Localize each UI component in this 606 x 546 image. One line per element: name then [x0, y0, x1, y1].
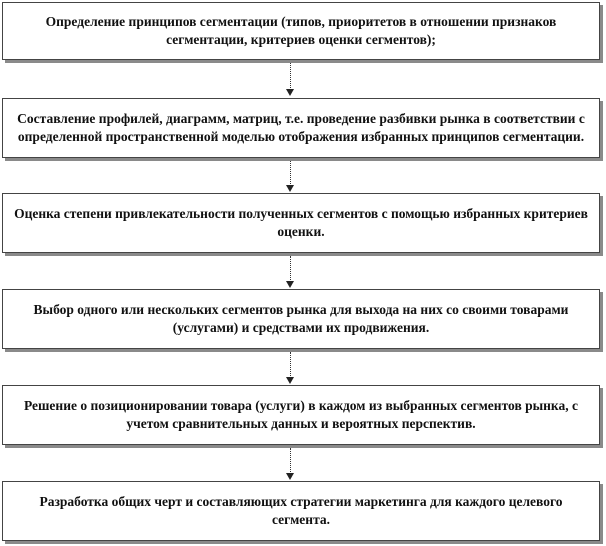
- connector-3-4: [290, 256, 291, 282]
- step-1-text: Определение принципов сегментации (типов, приоритетов в отношении признаков сегментации, критериев оценки сегментов);: [45, 14, 557, 47]
- arrow-down-icon: [286, 89, 294, 96]
- arrow-down-icon: [286, 473, 294, 480]
- arrow-down-icon: [286, 377, 294, 384]
- arrow-down-icon: [286, 185, 294, 192]
- step-2-text: Составление профилей, диаграмм, матриц, т.е. проведение разбивки рынка в соответствии с определенной пространственной моделью отображения избранных принципов сегментации.: [17, 111, 585, 144]
- step-5-text: Решение о позиционировании товара (услуги) в каждом из выбранных сегментов рынка, с учетом сравнительных данных и вероятных перспектив.: [23, 398, 579, 431]
- step-3-text: Оценка степени привлекательности полученных сегментов с помощью избранных критериев оценки.: [14, 206, 588, 239]
- step-3-box: [2, 193, 600, 253]
- step-4-box: [2, 289, 600, 349]
- connector-2-3: [290, 161, 291, 186]
- step-6-text: Разработка общих черт и составляющих стратегии маркетинга для каждого целевого сегмента.: [39, 494, 563, 527]
- connector-1-2: [290, 63, 291, 90]
- arrow-down-icon: [286, 281, 294, 288]
- connector-4-5: [290, 352, 291, 378]
- step-1-box: [2, 2, 600, 60]
- connector-5-6: [290, 448, 291, 474]
- step-2-box: [2, 98, 600, 158]
- step-6-box: [2, 481, 600, 541]
- step-4-text: Выбор одного или нескольких сегментов рынка для выхода на них со своими товарами (услугами) и средствами их продвижения.: [33, 302, 569, 335]
- step-5-box: [2, 385, 600, 445]
